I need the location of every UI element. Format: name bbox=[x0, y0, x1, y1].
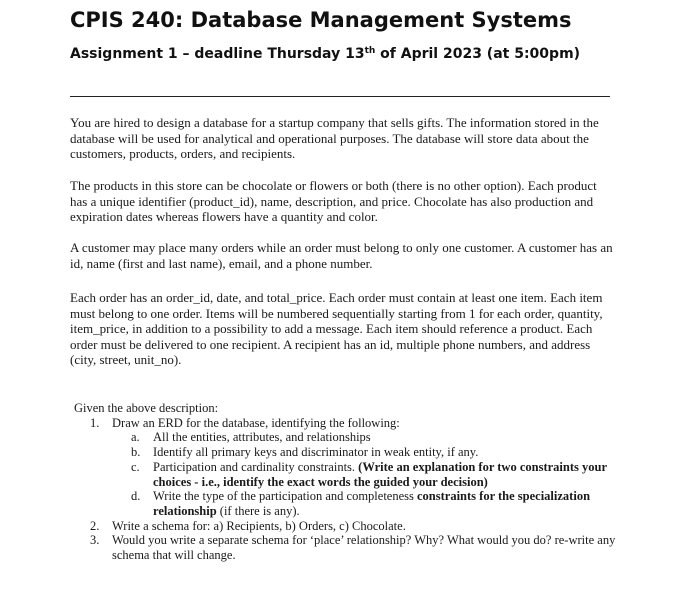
subtask-letter: d. bbox=[131, 489, 141, 504]
task-item-2 bbox=[72, 519, 617, 534]
subtitle-main: Assignment 1 – deadline Thursday 13 bbox=[70, 46, 365, 62]
subtask-a bbox=[72, 430, 617, 445]
subtask-text: Identify all primary keys and discriminator in weak entity, if any. bbox=[153, 445, 479, 460]
subtask-text bbox=[153, 460, 613, 489]
subtitle-ordinal: th bbox=[364, 46, 376, 56]
task-number: 1. bbox=[90, 415, 100, 430]
task-text: Would you write a separate schema for ‘place’ relationship? Why? What would you do? re-write any schema that will change. bbox=[112, 533, 616, 563]
paragraph-products: The products in this store can be chocolate or flowers or both (there is no other option). Each product has a unique identifier (product_id), name, description, and price. Chocolate has also production and expiration dates whereas flowers have a quantity and color. bbox=[70, 178, 597, 224]
paragraph-customers: A customer may place many orders while an order must belong to only one customer. A customer has an id, name (first and last name), email, and a phone number. bbox=[70, 240, 613, 271]
page-title: CPIS 240: Database Management Systems bbox=[70, 8, 572, 32]
header-divider bbox=[70, 96, 610, 97]
task-number: 2. bbox=[90, 518, 100, 533]
paragraph-orders: Each order has an order_id, date, and total_price. Each order must contain at least one item. Each item must belong to one order. Items will be numbered sequentially starting from 1 for each order, quantity, item_price, in addition to a possibility to add a message. Each item should reference a product. Each order must be delivered to one recipient. A recipient has an id, multiple phone numbers, and address (city, street, unit_no). bbox=[70, 290, 603, 367]
subtask-letter: c. bbox=[131, 459, 140, 474]
subtask-text-bold: constraints for the specialization relationship bbox=[153, 489, 591, 518]
subtitle-date: of April 2023 (at 5:00pm) bbox=[375, 46, 581, 62]
subtask-letter: a. bbox=[131, 430, 140, 445]
subtask-d bbox=[72, 489, 617, 518]
subtask-b bbox=[72, 445, 617, 460]
task-text: Draw an ERD for the database, identifying the following: bbox=[112, 415, 400, 430]
subtask-text: All the entities, attributes, and relationships bbox=[153, 430, 371, 445]
task-item-1 bbox=[72, 416, 617, 431]
subtask-text-plain: Participation and cardinality constraints. bbox=[153, 459, 359, 474]
task-list bbox=[72, 401, 617, 563]
subtask-text bbox=[153, 489, 613, 518]
task-number: 3. bbox=[90, 533, 100, 548]
task-item-3 bbox=[72, 533, 617, 562]
assignment-subtitle bbox=[70, 46, 580, 62]
task-intro: Given the above description: bbox=[74, 401, 219, 415]
subtask-c bbox=[72, 460, 617, 489]
task-text: Write a schema for: a) Recipients, b) Orders, c) Chocolate. bbox=[112, 518, 406, 533]
subtask-text-plain: Write the type of the participation and completeness bbox=[153, 489, 417, 504]
subtask-text-tail: (if there is any). bbox=[216, 503, 300, 518]
subtask-letter: b. bbox=[131, 445, 141, 460]
subtask-text-bold: (Write an explanation for two constraints your choices - i.e., identify the exact words the guided your decision) bbox=[153, 459, 607, 489]
paragraph-intro: You are hired to design a database for a startup company that sells gifts. The information stored in the database will be used for analytical and operational purposes. The database will store data about the customers, products, orders, and recipients. bbox=[70, 115, 599, 161]
